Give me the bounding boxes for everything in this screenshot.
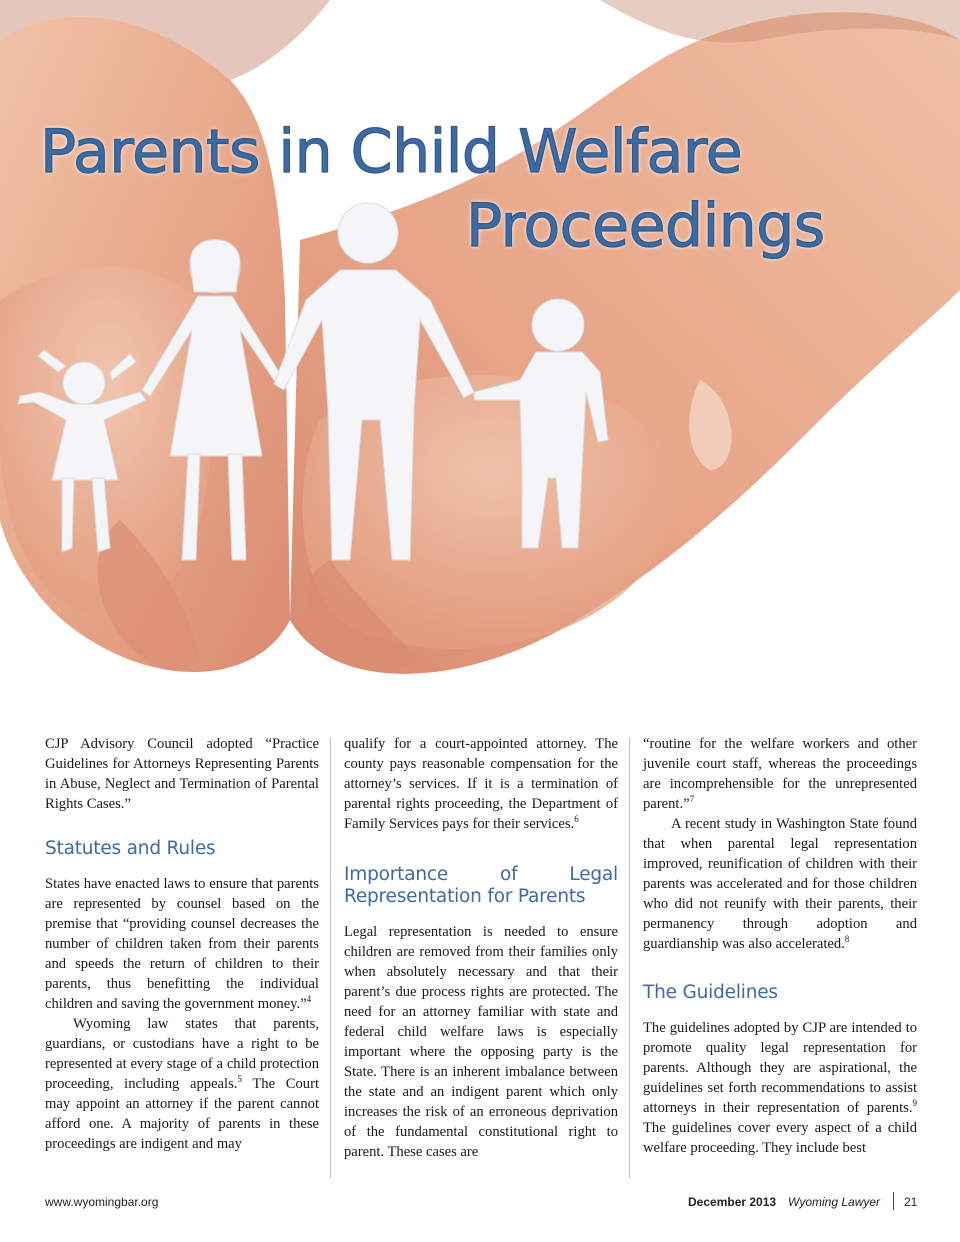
section-heading-guidelines: The Guidelines — [643, 982, 778, 1003]
footer-magazine-name: Wyoming Lawyer — [788, 1195, 881, 1209]
footnote-ref: 6 — [574, 814, 579, 825]
column-divider — [629, 738, 630, 1178]
paragraph: “routine for the welfare workers and other juvenile court staff, whereas the proceedings are incomprehensible for the unrepresented parent.”$^7$ — [643, 736, 917, 812]
paragraph: CJP Advisory Council adopted “Practice Guidelines for Attorneys Representing Parents in Abuse, Neglect and Termination of Parental Rights Cases.” — [45, 736, 319, 812]
article-column-3 — [643, 734, 917, 1158]
column-divider — [330, 738, 331, 1178]
footer-website-link[interactable]: www.wyomingbar.org — [45, 1195, 159, 1209]
article-title-line2: Proceedings — [466, 191, 825, 261]
paragraph: Wyoming law states that parents, guardians, or custodians have a right to be represented at every stage of a child protection proceeding, including appeals.$^5$ The Court may appoint an attorney if the parent cannot afford one. A majority of parents in these proceedings are indigent and may — [45, 1016, 319, 1152]
footnote-ref: 4 — [306, 994, 312, 1005]
paragraph: States have enacted laws to ensure that parents are represented by counsel based on the premise that “providing counsel decreases the number of children taken from their parents and speeds the return of children to their parents, thus benefitting the individual children and saving the government money.”$^4$ — [45, 876, 319, 1012]
section-heading-importance: Importance of Legal Representation for Parents — [344, 864, 618, 907]
footer-divider — [893, 1192, 894, 1210]
footnote-ref: 8 — [844, 934, 850, 945]
section-heading-statutes: Statutes and Rules — [45, 838, 216, 859]
footnote-ref: 9 — [912, 1098, 917, 1109]
article-title-line1: Parents in Child Welfare — [40, 117, 743, 187]
article-column-1 — [45, 734, 319, 1154]
footnote-ref: 7 — [689, 794, 695, 805]
paragraph: qualify for a court-appointed attorney. The county pays reasonable compensation for the attorney’s services. If it is a termination of parental rights proceeding, the Department of Family Services pays for their services.$^6$ — [344, 736, 618, 832]
footer-issue-date: December 2013 — [688, 1195, 777, 1209]
paragraph: The guidelines adopted by CJP are intended to promote quality legal representation for parents. Although they are aspirational, the guidelines set forth recommendations to assist attorneys in their representation of parents.$^9$ The guidelines cover every aspect of a child welfare proceeding. They include best — [643, 1020, 917, 1156]
footnote-ref: 5 — [237, 1074, 242, 1085]
page-number: 21 — [904, 1195, 918, 1209]
paragraph: A recent study in Washington State found that when parental legal representation improved, reunification of children with their parents was accelerated and for those children who did not reunify with their parents, their permanency through adoption and guardianship was also accelerated.$^8$ — [643, 816, 917, 952]
article-column-2 — [344, 734, 618, 1162]
paragraph: Legal representation is needed to ensure children are removed from their families only when absolutely necessary and that their parent’s due process rights are protected. The need for an attorney familiar with state and federal child welfare laws is especially important where the opposing party is the State. There is an inherent imbalance between the state and an indigent parent which only increases the risk of an erroneous deprivation of the fundamental constitutional right to parent. These cases are — [344, 924, 618, 1160]
